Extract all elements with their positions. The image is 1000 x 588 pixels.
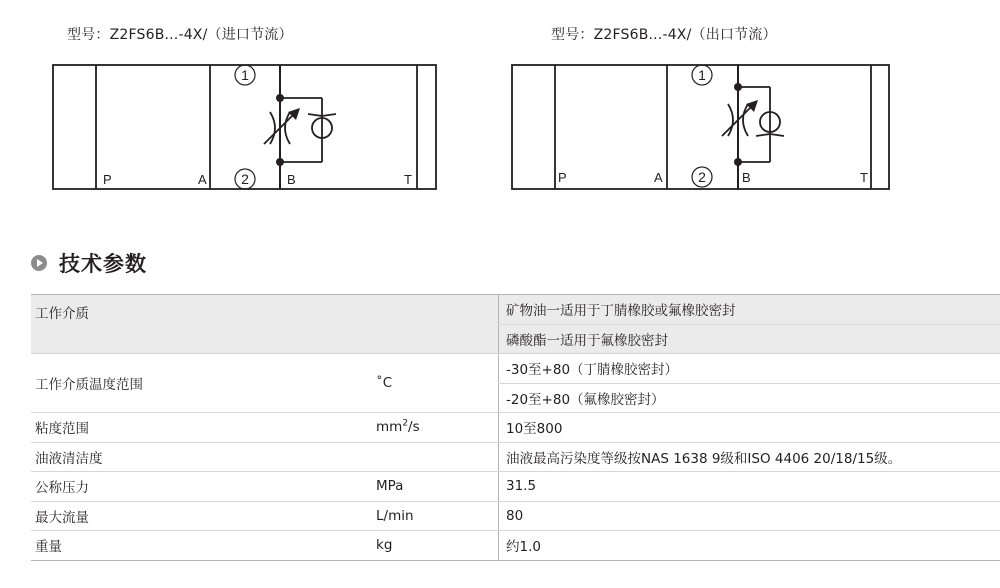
port-t-label: T [860, 170, 868, 185]
spec-table [31, 294, 1000, 561]
param-unit [372, 295, 499, 354]
param-value: 80 [499, 501, 1000, 531]
port-number-1: 1 [698, 67, 706, 83]
unit-tail: /s [408, 419, 420, 436]
param-unit: kg [372, 531, 499, 561]
table-row [31, 354, 1000, 384]
port-number-1: 1 [241, 67, 249, 83]
arrow-bullet-icon [31, 255, 47, 271]
param-value: -20至+80（氟橡胶密封） [499, 383, 1000, 413]
param-value: 磷酸酯一适用于氟橡胶密封 [499, 324, 1000, 354]
param-name: 工作介质 [31, 295, 372, 354]
table-row [31, 501, 1000, 531]
param-value: 约1.0 [499, 531, 1000, 561]
param-value: 矿物油一适用于丁腈橡胶或氟橡胶密封 [499, 295, 1000, 325]
table-row [31, 531, 1000, 561]
port-number-2: 2 [241, 171, 249, 187]
port-a-label: A [198, 172, 207, 187]
model-label-outlet: 型号：Z2FS6B...-4X/（出口节流） [551, 27, 777, 43]
port-t-label: T [404, 172, 412, 187]
param-value: 油液最高污染度等级按NAS 1638 9级和ISO 4406 20/18/15级。 [499, 442, 1000, 472]
unit-superscript: 2 [402, 418, 409, 429]
port-b-label: B [287, 172, 296, 187]
valve-schematic-outlet [510, 60, 892, 195]
model-label-inlet: 型号：Z2FS6B...-4X/（进口节流） [67, 27, 293, 43]
port-p-label: P [558, 170, 567, 185]
param-name: 粘度范围 [31, 413, 372, 443]
table-row [31, 413, 1000, 443]
table-row [31, 472, 1000, 502]
section-header [31, 248, 147, 278]
param-unit: MPa [372, 472, 499, 502]
table-row [31, 295, 1000, 325]
param-name: 公称压力 [31, 472, 372, 502]
table-row [31, 442, 1000, 472]
param-name: 重量 [31, 531, 372, 561]
port-number-2: 2 [698, 169, 706, 185]
valve-schematic-inlet [50, 60, 440, 195]
port-p-label: P [103, 172, 112, 187]
param-value: 31.5 [499, 472, 1000, 502]
param-unit [372, 442, 499, 472]
unit-base: mm [376, 419, 403, 436]
port-b-label: B [742, 170, 751, 185]
param-name: 最大流量 [31, 501, 372, 531]
param-unit: ˚C [372, 354, 499, 413]
param-name: 工作介质温度范围 [31, 354, 372, 413]
param-unit [372, 413, 499, 443]
param-value: -30至+80（丁腈橡胶密封） [499, 354, 1000, 384]
param-unit: L/min [372, 501, 499, 531]
param-value: 10至800 [499, 413, 1000, 443]
section-title: 技术参数 [59, 252, 147, 276]
port-a-label: A [654, 170, 663, 185]
param-name: 油液清洁度 [31, 442, 372, 472]
